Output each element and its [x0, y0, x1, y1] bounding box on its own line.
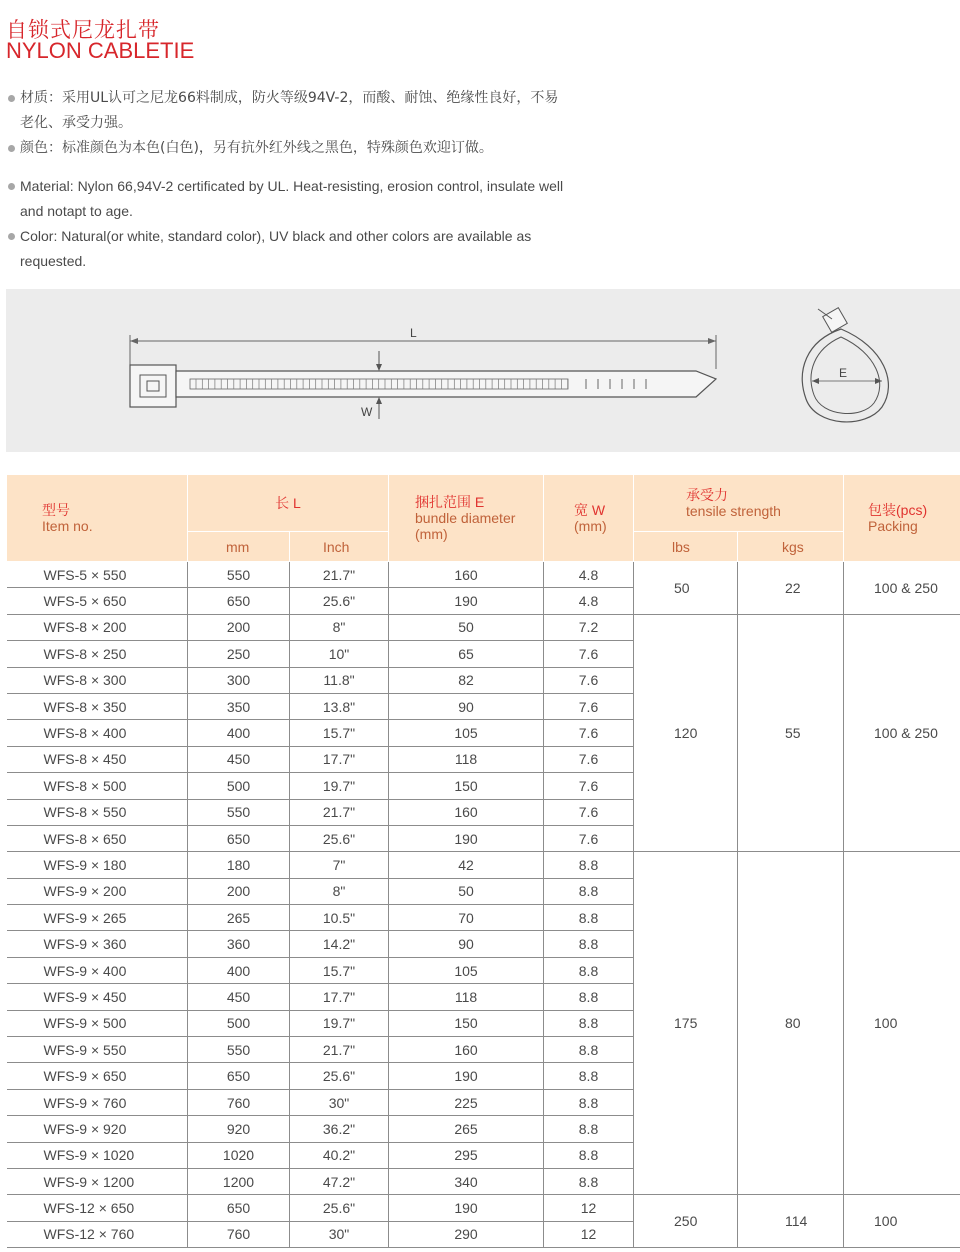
- header-mm: mm: [188, 532, 290, 562]
- cell-inch: 21.7": [290, 1037, 389, 1063]
- cell-item: WFS-9 × 1200: [7, 1168, 188, 1194]
- cell-item: WFS-12 × 650: [7, 1195, 188, 1221]
- cell-width: 8.8: [544, 1063, 634, 1089]
- cell-lbs: 250: [634, 1195, 738, 1248]
- cell-width: 8.8: [544, 878, 634, 904]
- cell-width: 8.8: [544, 957, 634, 983]
- cell-item: WFS-8 × 350: [7, 693, 188, 719]
- cell-inch: 25.6": [290, 825, 389, 851]
- cell-item: WFS-12 × 760: [7, 1221, 188, 1247]
- page-title-english: NYLON CABLETIE: [6, 38, 195, 63]
- cell-packing: 100: [844, 1195, 960, 1248]
- cell-inch: 25.6": [290, 588, 389, 614]
- cell-item: WFS-8 × 200: [7, 614, 188, 640]
- cell-bundle: 190: [389, 825, 544, 851]
- cable-tie-strap: [176, 371, 716, 397]
- cell-inch: 8": [290, 878, 389, 904]
- length-label: L: [410, 326, 417, 340]
- table-row: [7, 852, 960, 878]
- table-row: [7, 562, 960, 588]
- cell-inch: 30": [290, 1221, 389, 1247]
- cell-mm: 200: [188, 614, 290, 640]
- cell-inch: 13.8": [290, 693, 389, 719]
- cell-item: WFS-9 × 450: [7, 984, 188, 1010]
- cell-bundle: 82: [389, 667, 544, 693]
- cell-width: 8.8: [544, 984, 634, 1010]
- cell-kgs: 114: [738, 1195, 844, 1248]
- cell-mm: 1020: [188, 1142, 290, 1168]
- cell-width: 8.8: [544, 1168, 634, 1194]
- cell-inch: 25.6": [290, 1195, 389, 1221]
- cell-bundle: 190: [389, 588, 544, 614]
- cell-inch: 47.2": [290, 1168, 389, 1194]
- cell-inch: 30": [290, 1089, 389, 1115]
- cell-lbs: 175: [634, 852, 738, 1195]
- cell-item: WFS-9 × 400: [7, 957, 188, 983]
- cell-item: WFS-9 × 760: [7, 1089, 188, 1115]
- cell-mm: 650: [188, 1195, 290, 1221]
- cell-bundle: 118: [389, 984, 544, 1010]
- table-row: [7, 1195, 960, 1221]
- cell-bundle: 190: [389, 1195, 544, 1221]
- cell-item: WFS-8 × 500: [7, 773, 188, 799]
- cell-mm: 400: [188, 957, 290, 983]
- material-description-cn: 材质：采用UL认可之尼龙66料制成，防火等级94V-2，而酸、耐蚀、绝缘性良好，不易老化、承受力强。: [6, 86, 566, 136]
- cable-tie-drawing: [6, 289, 960, 452]
- cell-width: 7.6: [544, 720, 634, 746]
- width-label: W: [361, 405, 373, 419]
- cell-bundle: 90: [389, 931, 544, 957]
- cell-item: WFS-9 × 180: [7, 852, 188, 878]
- cell-bundle: 225: [389, 1089, 544, 1115]
- description-english: [6, 174, 566, 274]
- bundle-label: E: [839, 366, 848, 380]
- cell-bundle: 50: [389, 614, 544, 640]
- cell-width: 8.8: [544, 1037, 634, 1063]
- bullet-icon: [8, 183, 15, 190]
- cell-width: 7.6: [544, 825, 634, 851]
- cell-kgs: 22: [738, 562, 844, 615]
- cell-inch: 14.2": [290, 931, 389, 957]
- cell-mm: 350: [188, 693, 290, 719]
- cell-mm: 300: [188, 667, 290, 693]
- header-kgs: kgs: [738, 532, 844, 562]
- cell-bundle: 90: [389, 693, 544, 719]
- cell-item: WFS-8 × 250: [7, 641, 188, 667]
- cell-width: 7.2: [544, 614, 634, 640]
- cell-mm: 250: [188, 641, 290, 667]
- cell-width: 8.8: [544, 1089, 634, 1115]
- cell-kgs: 55: [738, 614, 844, 852]
- cell-width: 8.8: [544, 905, 634, 931]
- page-title-chinese: 自锁式尼龙扎带: [6, 18, 160, 42]
- cell-width: 4.8: [544, 588, 634, 614]
- cell-mm: 180: [188, 852, 290, 878]
- cell-mm: 265: [188, 905, 290, 931]
- cell-inch: 19.7": [290, 1010, 389, 1036]
- cell-inch: 36.2": [290, 1116, 389, 1142]
- cell-item: WFS-5 × 550: [7, 562, 188, 588]
- cell-bundle: 265: [389, 1116, 544, 1142]
- specification-rows: [7, 562, 960, 1248]
- cell-inch: 19.7": [290, 773, 389, 799]
- cell-item: WFS-9 × 920: [7, 1116, 188, 1142]
- cell-item: WFS-9 × 265: [7, 905, 188, 931]
- cell-mm: 200: [188, 878, 290, 904]
- cell-mm: 650: [188, 588, 290, 614]
- cell-item: WFS-9 × 1020: [7, 1142, 188, 1168]
- cell-mm: 550: [188, 1037, 290, 1063]
- cell-item: WFS-8 × 400: [7, 720, 188, 746]
- cell-width: 7.6: [544, 641, 634, 667]
- cell-width: 4.8: [544, 562, 634, 588]
- cell-mm: 500: [188, 773, 290, 799]
- cell-bundle: 70: [389, 905, 544, 931]
- cell-bundle: 105: [389, 957, 544, 983]
- cell-inch: 7": [290, 852, 389, 878]
- bullet-icon: [8, 145, 15, 152]
- header-width: 宽 W (mm): [544, 475, 634, 562]
- cell-width: 8.8: [544, 1010, 634, 1036]
- cell-mm: 920: [188, 1116, 290, 1142]
- cell-width: 8.8: [544, 931, 634, 957]
- cell-mm: 360: [188, 931, 290, 957]
- table-row: [7, 614, 960, 640]
- cell-inch: 21.7": [290, 562, 389, 588]
- cell-mm: 1200: [188, 1168, 290, 1194]
- cell-inch: 10.5": [290, 905, 389, 931]
- cell-item: WFS-9 × 650: [7, 1063, 188, 1089]
- cell-inch: 25.6": [290, 1063, 389, 1089]
- cell-bundle: 50: [389, 878, 544, 904]
- header-tensile-strength: 承受力 tensile strength: [634, 475, 844, 532]
- cell-bundle: 42: [389, 852, 544, 878]
- specification-table: [6, 474, 960, 1248]
- cell-mm: 550: [188, 562, 290, 588]
- cell-packing: 100 & 250: [844, 562, 960, 615]
- cell-width: 7.6: [544, 799, 634, 825]
- cell-item: WFS-8 × 300: [7, 667, 188, 693]
- cell-bundle: 150: [389, 1010, 544, 1036]
- cell-width: 7.6: [544, 746, 634, 772]
- cell-mm: 760: [188, 1221, 290, 1247]
- cell-bundle: 118: [389, 746, 544, 772]
- cell-inch: 40.2": [290, 1142, 389, 1168]
- cell-item: WFS-5 × 650: [7, 588, 188, 614]
- cell-item: WFS-9 × 200: [7, 878, 188, 904]
- header-length: 长 L: [188, 475, 389, 532]
- cell-kgs: 80: [738, 852, 844, 1195]
- cell-bundle: 65: [389, 641, 544, 667]
- material-description-en: Material: Nylon 66,94V-2 certificated by UL. Heat-resisting, erosion control, insulate well and notapt to age.: [6, 174, 566, 224]
- cell-packing: 100: [844, 852, 960, 1195]
- cell-lbs: 120: [634, 614, 738, 852]
- header-packing: 包装(pcs) Packing: [844, 475, 960, 562]
- looped-cable-tie: [802, 308, 888, 422]
- cell-inch: 15.7": [290, 957, 389, 983]
- cell-bundle: 160: [389, 1037, 544, 1063]
- bullet-icon: [8, 233, 15, 240]
- cell-item: WFS-9 × 500: [7, 1010, 188, 1036]
- cell-mm: 400: [188, 720, 290, 746]
- cell-width: 8.8: [544, 1116, 634, 1142]
- cell-bundle: 150: [389, 773, 544, 799]
- cell-mm: 500: [188, 1010, 290, 1036]
- cell-width: 12: [544, 1195, 634, 1221]
- cell-inch: 10": [290, 641, 389, 667]
- cell-bundle: 105: [389, 720, 544, 746]
- cell-bundle: 190: [389, 1063, 544, 1089]
- cell-mm: 450: [188, 984, 290, 1010]
- cell-width: 12: [544, 1221, 634, 1247]
- cell-lbs: 50: [634, 562, 738, 615]
- cell-inch: 8": [290, 614, 389, 640]
- cell-width: 7.6: [544, 773, 634, 799]
- cell-item: WFS-8 × 650: [7, 825, 188, 851]
- header-lbs: lbs: [634, 532, 738, 562]
- cell-bundle: 160: [389, 799, 544, 825]
- cell-item: WFS-9 × 360: [7, 931, 188, 957]
- cell-packing: 100 & 250: [844, 614, 960, 852]
- header-bundle-diameter: 捆扎范围 E bundle diameter (mm): [389, 475, 544, 562]
- cell-item: WFS-8 × 550: [7, 799, 188, 825]
- cell-width: 8.8: [544, 852, 634, 878]
- cell-width: 7.6: [544, 667, 634, 693]
- cell-inch: 15.7": [290, 720, 389, 746]
- cell-bundle: 290: [389, 1221, 544, 1247]
- cell-bundle: 160: [389, 562, 544, 588]
- description-chinese: [6, 86, 566, 161]
- cell-inch: 17.7": [290, 746, 389, 772]
- cell-inch: 21.7": [290, 799, 389, 825]
- cell-mm: 760: [188, 1089, 290, 1115]
- color-description-en: Color: Natural(or white, standard color), UV black and other colors are available as requested.: [6, 224, 566, 274]
- cell-mm: 450: [188, 746, 290, 772]
- cable-tie-diagram: [6, 289, 960, 452]
- cell-mm: 550: [188, 799, 290, 825]
- cell-width: 8.8: [544, 1142, 634, 1168]
- cable-tie-head: [130, 365, 176, 407]
- bullet-icon: [8, 95, 15, 102]
- cell-bundle: 340: [389, 1168, 544, 1194]
- cell-mm: 650: [188, 1063, 290, 1089]
- cell-item: WFS-8 × 450: [7, 746, 188, 772]
- header-inch: Inch: [290, 532, 389, 562]
- cell-item: WFS-9 × 550: [7, 1037, 188, 1063]
- cell-inch: 11.8": [290, 667, 389, 693]
- cell-mm: 650: [188, 825, 290, 851]
- color-description-cn: 颜色：标准颜色为本色(白色)，另有抗外红外线之黑色，特殊颜色欢迎订做。: [6, 136, 566, 161]
- cell-bundle: 295: [389, 1142, 544, 1168]
- header-item-no: 型号 Item no.: [7, 475, 188, 562]
- cell-width: 7.6: [544, 693, 634, 719]
- cell-inch: 17.7": [290, 984, 389, 1010]
